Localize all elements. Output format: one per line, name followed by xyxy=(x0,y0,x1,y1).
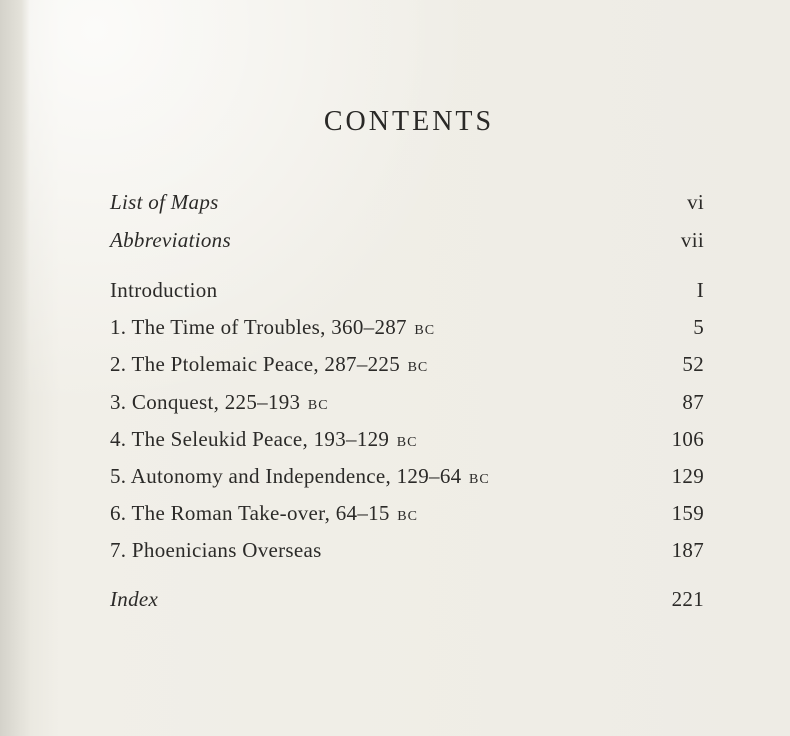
toc-entry-chapter-4 xyxy=(110,427,704,457)
toc-entry-page: 221 xyxy=(671,587,704,611)
toc-entry-chapter-3 xyxy=(110,390,704,420)
toc-entry-label: List of Maps xyxy=(110,190,219,214)
toc-entry-chapter-5 xyxy=(110,464,704,494)
toc-entry-page: 129 xyxy=(671,464,704,488)
chapter-number: 7. xyxy=(110,538,127,562)
chapter-title: Conquest, 225–193 xyxy=(131,390,301,414)
toc-entry-page: I xyxy=(696,278,704,302)
toc-entry-label xyxy=(110,538,322,563)
toc-entry-label xyxy=(110,390,329,415)
chapter-number: 4. xyxy=(110,427,127,451)
toc-entry-page: vi xyxy=(687,190,704,214)
toc-entry-label: Introduction xyxy=(110,278,218,302)
toc-entry-index xyxy=(110,587,704,617)
chapter-number: 1. xyxy=(110,315,127,339)
toc-entry-chapter-1 xyxy=(110,315,704,345)
chapter-number: 5. xyxy=(110,464,127,488)
era-label: BC xyxy=(307,398,329,413)
toc-entry-label xyxy=(110,464,490,489)
era-label: BC xyxy=(397,509,418,524)
toc-entry-label xyxy=(110,427,417,452)
toc-entry-page: 187 xyxy=(671,538,704,562)
toc-entry-chapter-2 xyxy=(110,352,704,382)
contents-heading: CONTENTS xyxy=(323,106,495,137)
toc-entry-abbreviations xyxy=(110,228,704,258)
toc-entry-label: Index xyxy=(110,587,159,611)
toc-entry-page: 87 xyxy=(682,390,704,414)
chapter-number: 2. xyxy=(110,352,127,376)
chapter-title: The Ptolemaic Peace, 287–225 xyxy=(131,352,401,376)
toc-entry-list-of-maps xyxy=(110,190,704,220)
toc-entry-label: Abbreviations xyxy=(110,228,231,252)
toc-entry-label xyxy=(110,501,418,526)
toc-entry-label xyxy=(110,352,428,377)
era-label: BC xyxy=(396,435,418,450)
chapter-number: 3. xyxy=(110,390,127,414)
toc-entry-page: 52 xyxy=(682,352,704,376)
chapter-title: The Time of Troubles, 360–287 xyxy=(131,315,407,339)
era-label: BC xyxy=(414,323,436,338)
chapter-title: Autonomy and Independence, 129–64 xyxy=(130,464,462,488)
era-label: BC xyxy=(468,472,490,487)
toc-entry-label xyxy=(110,315,435,340)
chapter-title: Phoenicians Overseas xyxy=(131,538,322,562)
toc-entry-chapter-6 xyxy=(110,501,704,531)
toc-entry-page: 159 xyxy=(671,501,704,525)
toc-entry-page: 5 xyxy=(693,315,704,339)
chapter-title: The Seleukid Peace, 193–129 xyxy=(131,427,390,451)
toc-entry-page: 106 xyxy=(671,427,704,451)
chapter-number: 6. xyxy=(110,501,127,525)
chapter-title: The Roman Take-over, 64–15 xyxy=(131,501,390,525)
toc-entry-chapter-7 xyxy=(110,538,704,568)
toc-entry-page: vii xyxy=(680,228,704,252)
era-label: BC xyxy=(407,360,429,375)
toc-entry-introduction xyxy=(110,278,704,308)
